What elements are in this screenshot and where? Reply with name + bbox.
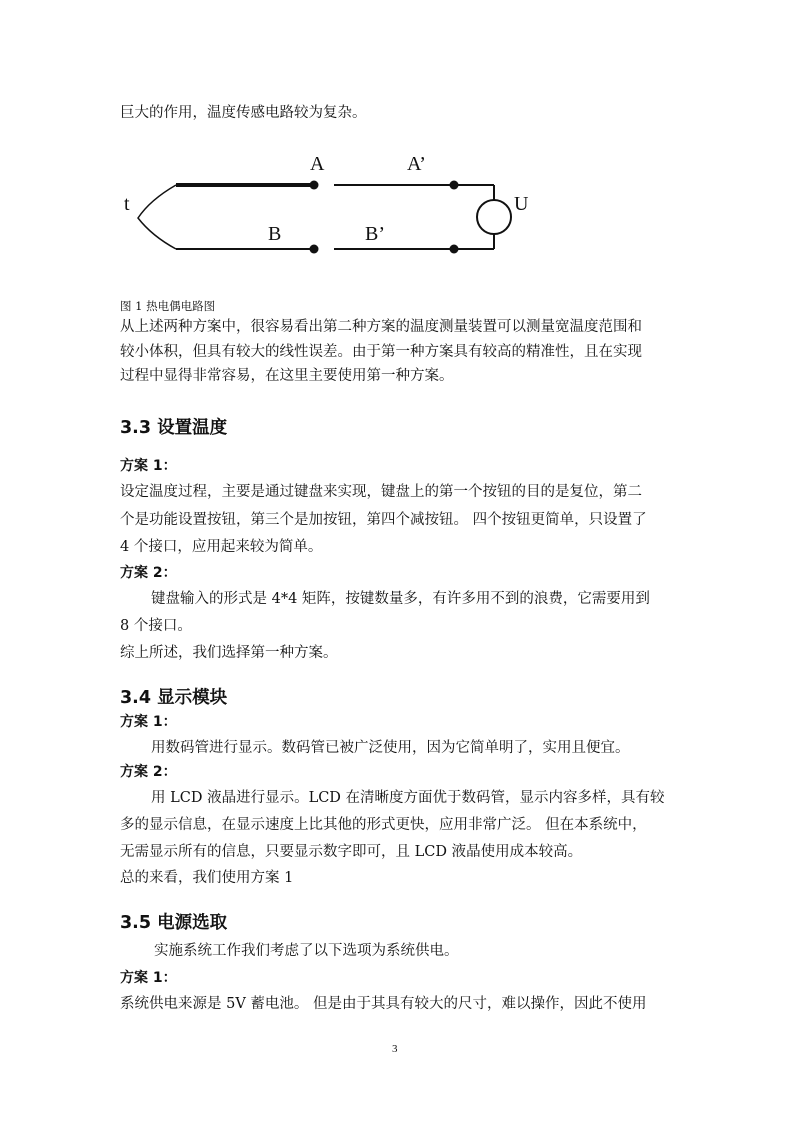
voltmeter-symbol — [477, 200, 511, 234]
body-text-line: 用数码管进行显示。数码管已被广泛使用，因为它简单明了，实用且便宜。 — [151, 740, 630, 756]
label-a-prime: A’ — [407, 153, 426, 175]
label-a: A — [310, 153, 325, 175]
body-text-line: 个是功能设置按钮，第三个是加按钮，第四个减按钮。 四个按钮更简单，只设置了 — [120, 512, 647, 528]
body-text-line: 从上述两种方案中，很容易看出第二种方案的温度测量装置可以测量宽温度范围和 — [120, 319, 642, 335]
plan-label: 方案 1： — [120, 458, 177, 474]
body-text-line: 综上所述，我们选择第一种方案。 — [120, 645, 338, 661]
body-text-line: 巨大的作用，温度传感电路较为复杂。 — [120, 105, 367, 121]
plan-label: 方案 1： — [120, 970, 177, 986]
body-text-line: 较小体积，但具有较大的线性误差。由于第一种方案具有较高的精准性，且在实现 — [120, 344, 642, 360]
page-number: 3 — [392, 1043, 398, 1055]
junction-a — [310, 181, 319, 190]
label-b-prime: B’ — [365, 223, 385, 245]
body-text-line: 过程中显得非常容易，在这里主要使用第一种方案。 — [120, 368, 454, 384]
hot-junction-curve — [138, 185, 176, 249]
junction-b — [310, 245, 319, 254]
body-text-line: 无需显示所有的信息，只要显示数字即可，且 LCD 液晶使用成本较高。 — [120, 844, 583, 860]
section-heading-3-4: 3.4 显示模块 — [120, 688, 228, 708]
figure-caption: 图 1 热电偶电路图 — [120, 299, 216, 313]
body-text-line: 4 个接口，应用起来较为简单。 — [120, 539, 323, 555]
label-u: U — [514, 193, 529, 215]
thermocouple-circuit-diagram — [110, 140, 550, 275]
plan-label: 方案 2： — [120, 764, 177, 780]
section-heading-3-5: 3.5 电源选取 — [120, 913, 228, 933]
body-text-line: 8 个接口。 — [120, 618, 192, 634]
body-text-line: 多的显示信息，在显示速度上比其他的形式更快，应用非常广泛。 但在本系统中， — [120, 817, 647, 833]
section-heading-3-3: 3.3 设置温度 — [120, 418, 228, 438]
body-text-line: 键盘输入的形式是 4*4 矩阵，按键数量多，有许多用不到的浪费，它需要用到 — [151, 591, 650, 607]
label-b: B — [268, 223, 282, 245]
body-text-line: 用 LCD 液晶进行显示。LCD 在清晰度方面优于数码管，显示内容多样，具有较 — [151, 790, 665, 806]
body-text-line: 设定温度过程，主要是通过键盘来实现，键盘上的第一个按钮的目的是复位，第二 — [120, 484, 642, 500]
body-text-line: 系统供电来源是 5V 蓄电池。 但是由于其具有较大的尺寸，难以操作，因此不使用 — [120, 996, 647, 1012]
body-text-line: 总的来看，我们使用方案 1 — [120, 870, 294, 886]
body-text-line: 实施系统工作我们考虑了以下选项为系统供电。 — [154, 943, 459, 959]
label-t: t — [124, 193, 130, 215]
plan-label: 方案 1： — [120, 714, 177, 730]
plan-label: 方案 2： — [120, 565, 177, 581]
